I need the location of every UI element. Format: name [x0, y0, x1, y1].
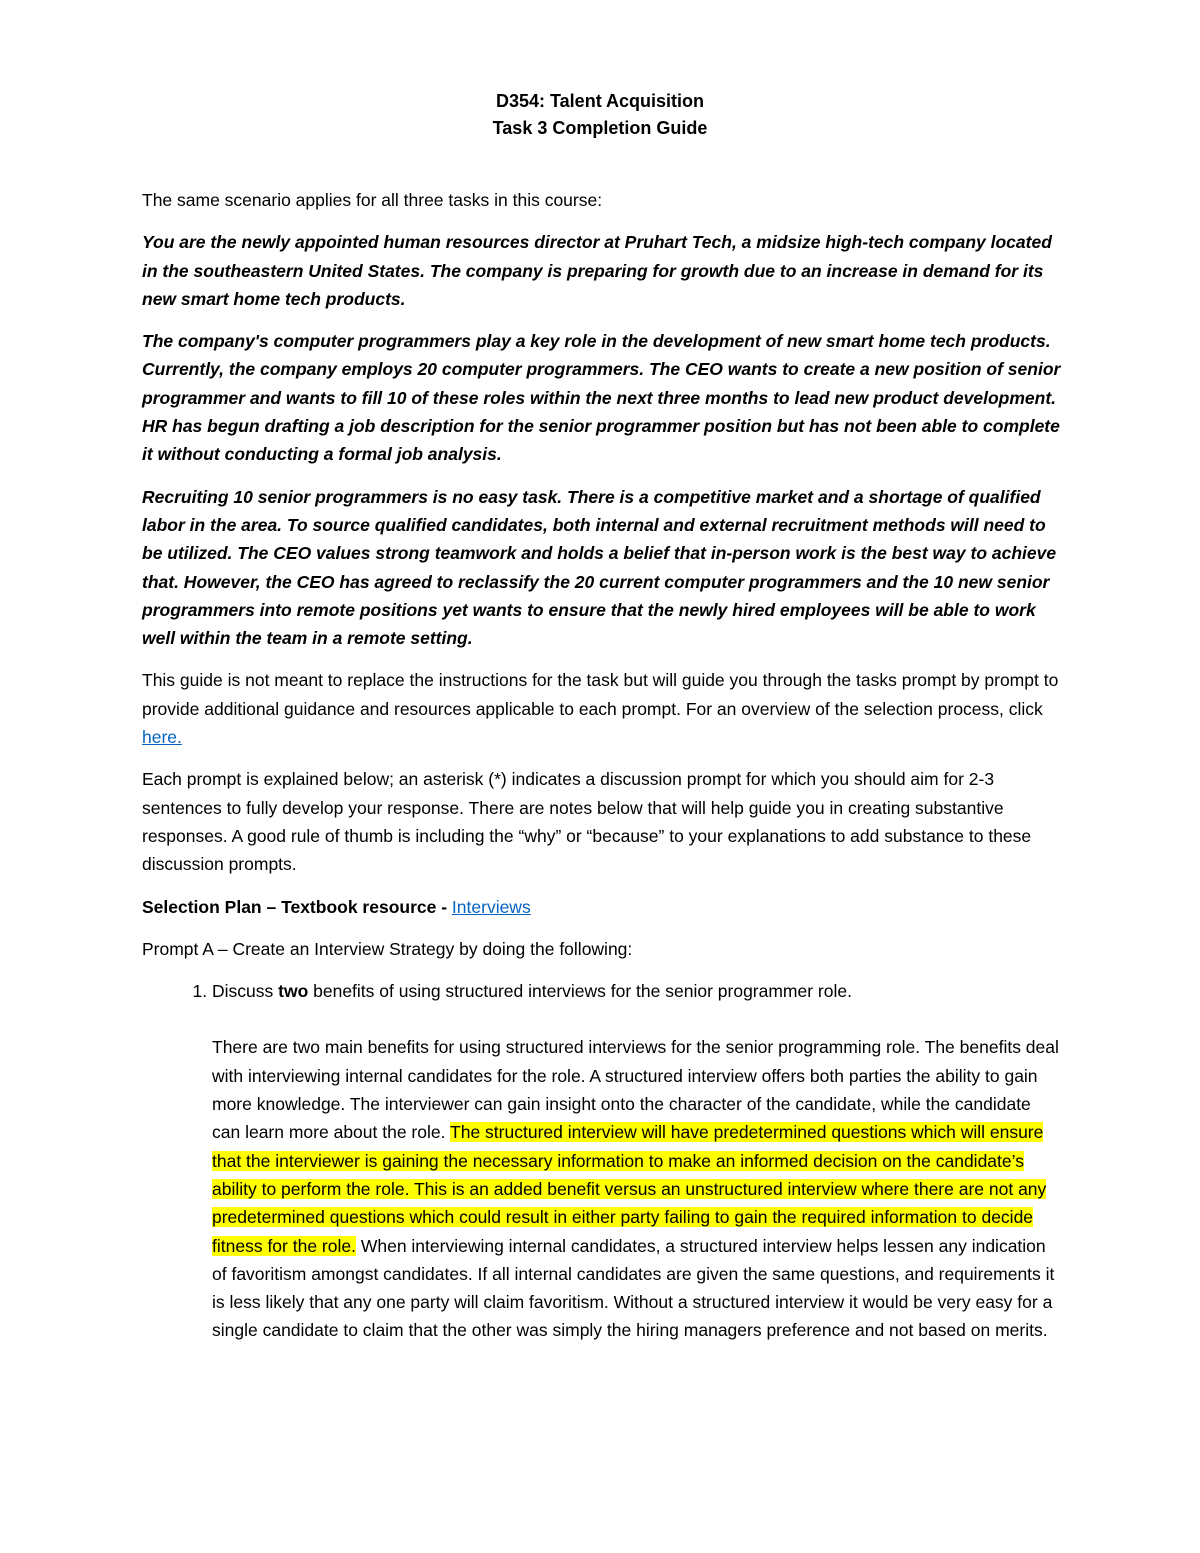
document-body: [142, 186, 1062, 1345]
prompt-list: [142, 977, 1062, 1345]
item-1-after: benefits of using structured interviews for the senior programmer role.: [308, 981, 852, 1002]
list-item: [212, 977, 1062, 1345]
explain-paragraph: Each prompt is explained below; an asterisk (*) indicates a discussion prompt for which you should aim for 2-3 sentences to fully develop your response. There are notes below that will help guide you in creating substantive responses. A good rule of thumb is including the “why” or “because” to your explanations to add substance to these discussion prompts.: [142, 769, 1032, 875]
selection-overview-link[interactable]: here.: [142, 727, 182, 748]
guide-text: This guide is not meant to replace the instructions for the task but will guide you through the tasks prompt by prompt to provide additional guidance and resources applicable to each prompt. For an overview of the selection process, click: [142, 670, 1059, 719]
title-block: [0, 88, 1200, 142]
scenario-paragraph-3: Recruiting 10 senior programmers is no easy task. There is a competitive market and a shortage of qualified labor in the area. To source qualified candidates, both internal and external recruitment methods will need to be utilized. The CEO values strong teamwork and holds a belief that in-person work is the best way to achieve that. However, the CEO has agreed to reclassify the 20 current computer programmers and the 10 new senior programmers into remote positions yet wants to ensure that the newly hired employees will be able to work well within the team in a remote setting.: [142, 486, 1057, 649]
course-title: D354: Talent Acquisition: [495, 91, 705, 111]
guide-paragraph: [142, 666, 1062, 751]
intro-text: The same scenario applies for all three tasks in this course:: [142, 190, 603, 210]
highlighted-text: The structured interview will have predetermined questions which will ensure that the interviewer is gaining the necessary information to make an informed decision on the candidate’s ability to perform the role. This is an added benefit versus an unstructured interview where there are not any predetermined questions which could result in either party failing to gain the required information to decide fitness for the role.: [212, 1122, 1047, 1256]
scenario-paragraph-2: The company's computer programmers play a key role in the development of new smart home tech products. Currently, the company employs 20 computer programmers. The CEO wants to create a new position of senior programmer and wants to fill 10 of these roles within the next three months to lead new product development. HR has begun drafting a job description for the senior programmer position but has not been able to complete it without conducting a formal job analysis.: [142, 331, 1061, 465]
section-heading: [142, 893, 1062, 921]
answer-part-1: There are two main benefits for using structured interviews for the senior programming role. The benefits deal with interviewing internal candidates for the role. A structured interview offers both parties the ability to gain more knowledge. The interviewer can gain insight onto the character of the candidate, while the candidate can learn more about the role.: [212, 1037, 1059, 1143]
answer-paragraph: [212, 1033, 1062, 1344]
interviews-link[interactable]: Interviews: [451, 896, 531, 917]
prompt-a: Prompt A – Create an Interview Strategy by doing the following:: [142, 938, 633, 959]
item-1-text: [212, 977, 1062, 1005]
item-1-emphasis: two: [278, 981, 309, 1002]
section-heading-text: Selection Plan – Textbook resource -: [142, 896, 452, 917]
item-1-before: Discuss: [212, 981, 279, 1002]
scenario-paragraph-1: You are the newly appointed human resources director at Pruhart Tech, a midsize high-tech company located in the southeastern United States. The company is preparing for growth due to an increase in demand for its new smart home tech products.: [142, 232, 1052, 309]
guide-title: Task 3 Completion Guide: [492, 118, 708, 138]
answer-part-2: When interviewing internal candidates, a structured interview helps lessen any indication of favoritism amongst candidates. If all internal candidates are given the same questions, and requirements it is less likely that any one party will claim favoritism. Without a structured interview it would be very easy for a single candidate to claim that the other was simply the hiring managers preference and not based on merits.: [212, 1235, 1055, 1341]
